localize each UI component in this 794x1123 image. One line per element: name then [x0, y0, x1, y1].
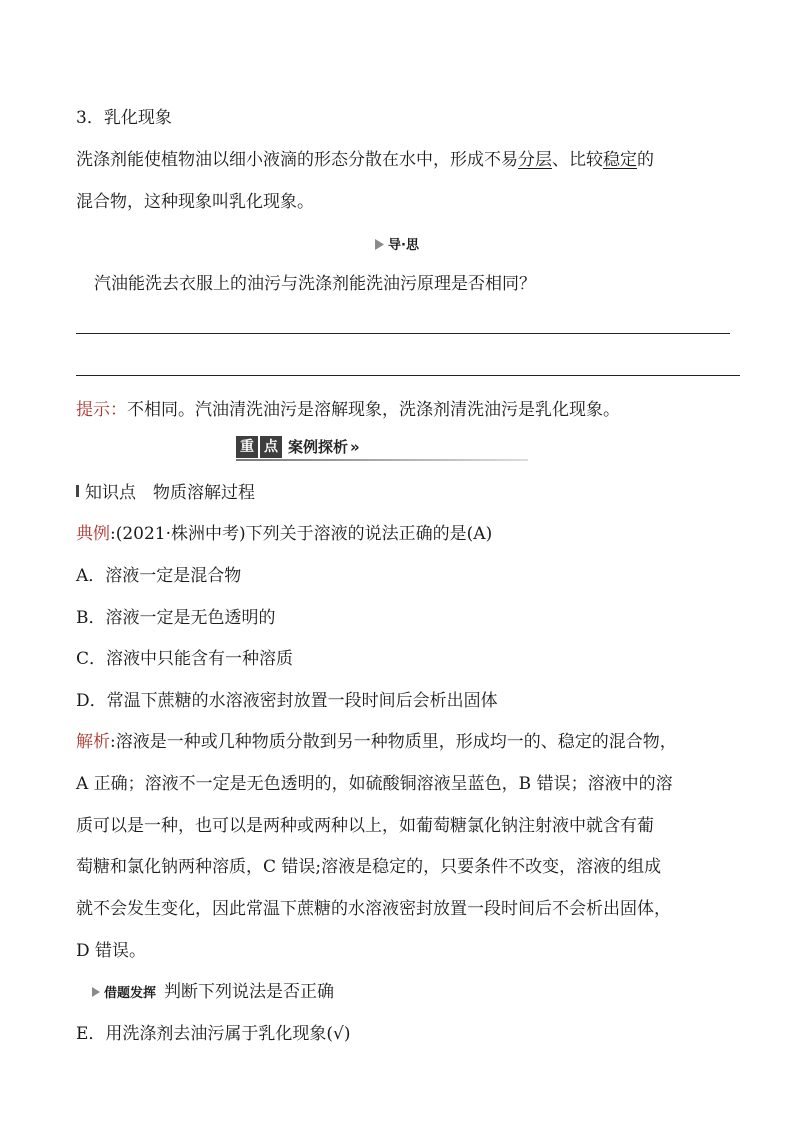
analysis-label: 解析 — [76, 732, 110, 752]
option-b: B．溶液一定是无色透明的 — [76, 608, 276, 628]
hint-line — [76, 398, 620, 422]
guide-icon — [375, 239, 384, 250]
flag-icon — [76, 485, 79, 497]
banner-arrows-icon: » — [350, 438, 360, 456]
answer-line-1 — [76, 333, 730, 334]
extension-label: 借题发挥 — [104, 986, 157, 1001]
guide-label: 导·思 — [388, 238, 419, 253]
extension-header — [92, 980, 334, 1006]
hint-label: 提示： — [76, 400, 127, 420]
analysis-line-3: 质可以是一种，也可以是两种或两种以上，如葡萄糖氯化钠注射液中就含有葡 — [76, 816, 654, 836]
banner-title: 案例探析 — [288, 438, 349, 456]
analysis-line-5: 就不会发生变化，因此常温下蔗糖的水溶液密封放置一段时间后不会析出固体， — [76, 899, 671, 919]
option-c: C．溶液中只能含有一种溶质 — [76, 649, 294, 669]
option-d: D．常温下蔗糖的水溶液密封放置一段时间后会析出固体 — [76, 691, 498, 711]
extension-item-e: E．用洗涤剂去油污属于乳化现象(√) — [76, 1024, 351, 1044]
analysis-line-6: D 错误。 — [76, 941, 147, 961]
guide-header — [0, 234, 794, 253]
banner-box-2: 点 — [260, 436, 282, 458]
option-a: A．溶液一定是混合物 — [76, 566, 242, 586]
extension-icon — [92, 987, 100, 997]
emulsion-paragraph-line1 — [76, 148, 654, 172]
underlined-term: 稳定 — [603, 150, 637, 170]
text-part: 、比较 — [552, 150, 603, 170]
analysis-text: :溶液是一种或几种物质分散到另一种物质里，形成均一的、稳定的混合物， — [110, 732, 677, 752]
knowledge-label: 知识点 物质溶解过程 — [85, 483, 255, 503]
key-case-banner — [236, 436, 536, 462]
example-label: 典例 — [76, 524, 110, 544]
analysis-line-1 — [76, 730, 677, 754]
emulsion-paragraph-line2: 混合物，这种现象叫乳化现象。 — [76, 192, 314, 212]
answer-line-2 — [76, 375, 740, 376]
banner-box-1: 重 — [236, 436, 258, 458]
extension-text: 判断下列说法是否正确 — [164, 982, 335, 1002]
text-part: 洗涤剂能使植物油以细小液滴的形态分散在水中，形成不易 — [76, 150, 518, 170]
underlined-term: 分层 — [518, 150, 552, 170]
hint-text: 不相同。汽油清洗油污是溶解现象，洗涤剂清洗油污是乳化现象。 — [127, 400, 620, 420]
guide-question: 汽油能洗去衣服上的油污与洗涤剂能洗油污原理是否相同？ — [94, 274, 536, 294]
analysis-line-4: 萄糖和氯化钠两种溶质，C 错误;溶液是稳定的，只要条件不改变，溶液的组成 — [76, 857, 662, 877]
analysis-line-2: A 正确；溶液不一定是无色透明的，如硫酸铜溶液呈蓝色，B 错误；溶液中的溶 — [76, 774, 673, 794]
section-heading: 3．乳化现象 — [76, 108, 172, 128]
banner-underline — [236, 459, 528, 461]
example-stem — [76, 522, 492, 546]
text-part: 的 — [637, 150, 654, 170]
knowledge-point — [76, 481, 255, 505]
example-question: :(2021·株洲中考)下列关于溶液的说法正确的是(A) — [110, 524, 493, 544]
